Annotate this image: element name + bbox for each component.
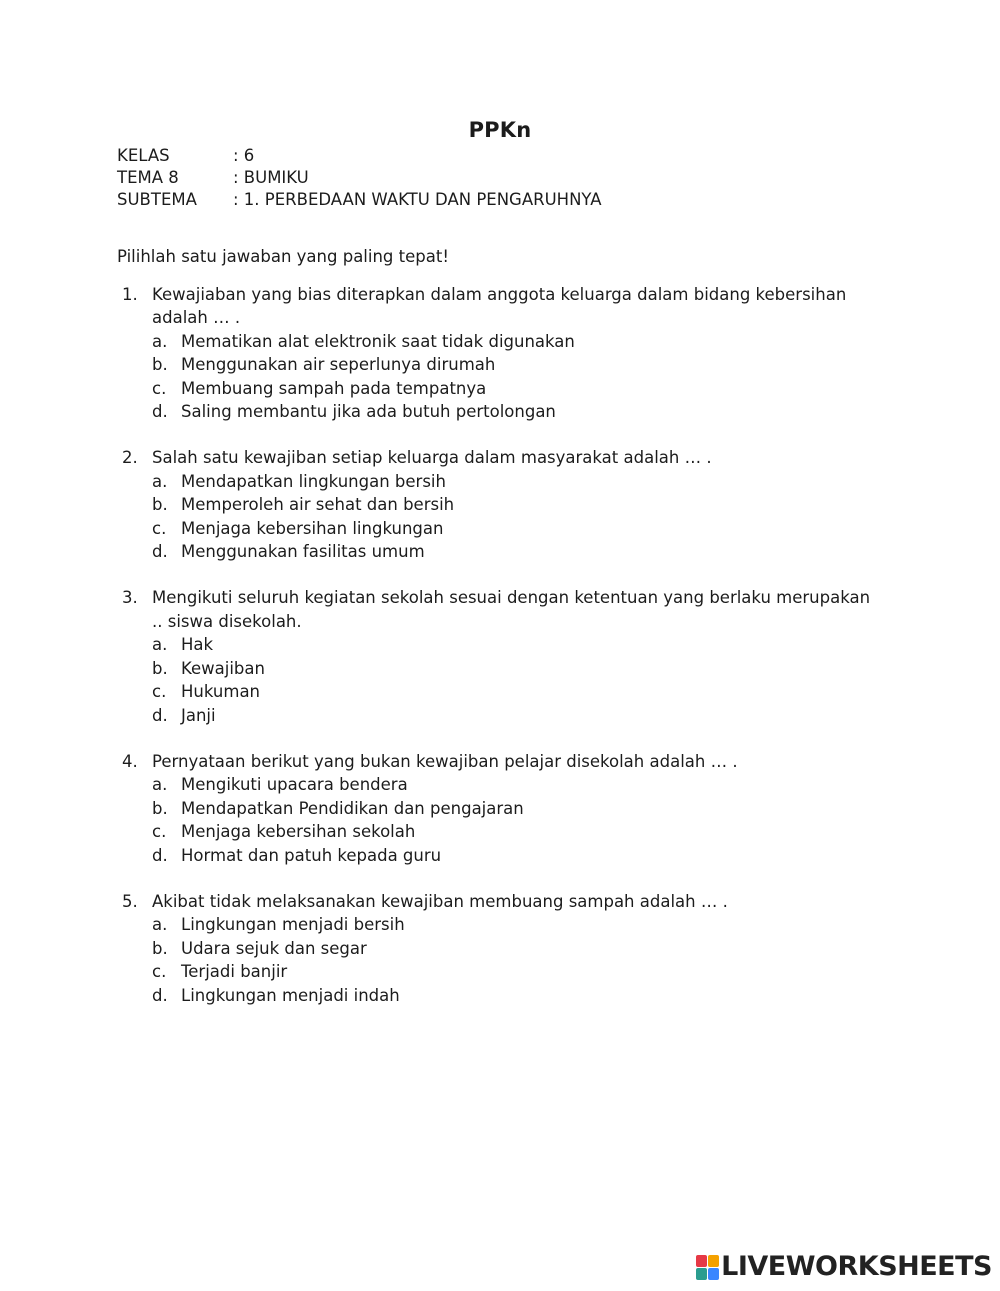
option-letter: a. — [152, 915, 168, 935]
option-letter: d. — [152, 845, 168, 865]
option-d — [152, 844, 877, 867]
logo-tile — [708, 1268, 719, 1280]
option-text: Lingkungan menjadi indah — [181, 985, 400, 1005]
option-letter: c. — [152, 822, 167, 842]
option-letter: c. — [152, 682, 167, 702]
option-letter: b. — [152, 355, 168, 375]
option-text: Mematikan alat elektronik saat tidak digunakan — [181, 331, 575, 351]
option-d — [152, 400, 877, 423]
meta-row-kelas — [117, 145, 602, 167]
option-text: Lingkungan menjadi bersih — [181, 915, 405, 935]
option-c — [152, 680, 877, 703]
option-text: Terjadi banjir — [181, 962, 288, 982]
option-text: Hukuman — [181, 682, 261, 702]
question-item — [117, 283, 877, 423]
option-letter: d. — [152, 542, 168, 562]
option-b — [152, 937, 877, 960]
option-d — [152, 704, 877, 727]
question-item — [117, 750, 877, 867]
option-letter: c. — [152, 378, 167, 398]
option-letter: b. — [152, 495, 168, 515]
option-text: Kewajiban — [181, 658, 265, 678]
meta-label: KELAS — [117, 146, 170, 165]
option-b — [152, 493, 877, 516]
option-text: Udara sejuk dan segar — [181, 938, 367, 958]
option-b — [152, 797, 877, 820]
brand-name: LIVEWORKSHEETS — [721, 1251, 992, 1282]
meta-label: SUBTEMA — [117, 190, 197, 209]
option-a — [152, 330, 877, 353]
meta-row-tema — [117, 167, 602, 189]
question-number: 4. — [122, 751, 138, 771]
option-c — [152, 517, 877, 540]
question-item — [117, 586, 877, 726]
question-item — [117, 890, 877, 1007]
option-d — [152, 540, 877, 563]
option-letter: d. — [152, 402, 168, 422]
question-text: Pernyataan berikut yang bukan kewajiban pelajar disekolah adalah … . — [152, 751, 738, 771]
option-letter: b. — [152, 938, 168, 958]
option-letter: d. — [152, 705, 168, 725]
option-a — [152, 773, 877, 796]
option-c — [152, 377, 877, 400]
question-number: 2. — [122, 448, 138, 468]
option-text: Memperoleh air sehat dan bersih — [181, 495, 455, 515]
option-text: Mengikuti upacara bendera — [181, 775, 408, 795]
option-text: Saling membantu jika ada butuh pertolongan — [181, 402, 556, 422]
option-letter: a. — [152, 775, 168, 795]
option-text: Membuang sampah pada tempatnya — [181, 378, 487, 398]
instruction-text: Pilihlah satu jawaban yang paling tepat! — [117, 247, 449, 266]
option-text: Menggunakan air seperlunya dirumah — [181, 355, 496, 375]
logo-tile — [708, 1255, 719, 1267]
option-letter: a. — [152, 635, 168, 655]
option-letter: b. — [152, 658, 168, 678]
option-text: Mendapatkan lingkungan bersih — [181, 471, 446, 491]
option-text: Janji — [181, 705, 216, 725]
meta-value: : 6 — [233, 146, 255, 165]
question-number: 1. — [122, 285, 138, 304]
option-a — [152, 633, 877, 656]
logo-tile — [696, 1268, 707, 1280]
option-letter: c. — [152, 962, 167, 982]
question-text: Mengikuti seluruh kegiatan sekolah sesuai dengan ketentuan yang berlaku merupakan .. siswa disekolah. — [152, 588, 871, 631]
option-c — [152, 960, 877, 983]
page-title: PPKn — [468, 118, 532, 142]
option-a — [152, 913, 877, 936]
meta-row-subtema — [117, 189, 602, 211]
option-d — [152, 984, 877, 1007]
option-text: Menjaga kebersihan lingkungan — [181, 518, 444, 538]
option-letter: a. — [152, 471, 168, 491]
option-letter: b. — [152, 798, 168, 818]
liveworksheets-logo-icon — [696, 1255, 718, 1279]
meta-value: : BUMIKU — [233, 168, 309, 187]
question-text: Akibat tidak melaksanakan kewajiban membuang sampah adalah … . — [152, 891, 728, 911]
question-text: Kewajiaban yang bias diterapkan dalam anggota keluarga dalam bidang kebersihan adalah … . — [152, 285, 847, 328]
liveworksheets-brand[interactable] — [696, 1251, 992, 1282]
question-item — [117, 446, 877, 563]
meta-label: TEMA 8 — [117, 168, 179, 187]
option-letter: a. — [152, 331, 168, 351]
question-number: 3. — [122, 588, 138, 608]
question-list — [117, 283, 877, 1030]
option-text: Menggunakan fasilitas umum — [181, 542, 425, 562]
question-number: 5. — [122, 891, 138, 911]
option-b — [152, 353, 877, 376]
meta-value: : 1. PERBEDAAN WAKTU DAN PENGARUHNYA — [233, 190, 602, 209]
option-letter: d. — [152, 985, 168, 1005]
option-text: Menjaga kebersihan sekolah — [181, 822, 416, 842]
option-text: Hak — [181, 635, 214, 655]
logo-tile — [696, 1255, 707, 1267]
option-text: Hormat dan patuh kepada guru — [181, 845, 442, 865]
question-text: Salah satu kewajiban setiap keluarga dalam masyarakat adalah … . — [152, 448, 712, 468]
option-text: Mendapatkan Pendidikan dan pengajaran — [181, 798, 524, 818]
option-a — [152, 470, 877, 493]
meta-block — [117, 145, 602, 211]
option-c — [152, 820, 877, 843]
option-letter: c. — [152, 518, 167, 538]
option-b — [152, 657, 877, 680]
